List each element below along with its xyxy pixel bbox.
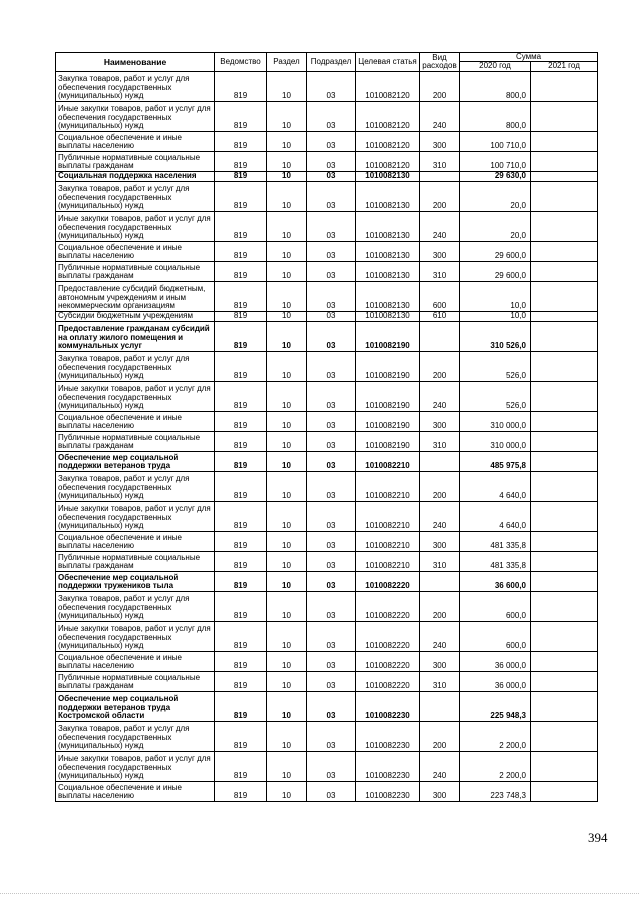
cell-section: 10 <box>267 211 307 241</box>
table-header <box>56 53 598 72</box>
cell-2020: 4 640,0 <box>460 471 531 501</box>
cell-2020: 600,0 <box>460 591 531 621</box>
cell-2021 <box>531 551 598 571</box>
cell-subsection: 03 <box>307 71 356 101</box>
cell-target: 1010082130 <box>356 261 420 281</box>
cell-2021 <box>531 181 598 211</box>
cell-2021 <box>531 621 598 651</box>
budget-table <box>55 52 598 802</box>
cell-target: 1010082210 <box>356 501 420 531</box>
table-row <box>56 531 598 551</box>
cell-subsection: 03 <box>307 501 356 531</box>
cell-2020: 526,0 <box>460 381 531 411</box>
cell-name: Публичные нормативные социальные выплаты гражданам <box>56 151 215 171</box>
cell-section: 10 <box>267 281 307 311</box>
cell-name: Социальное обеспечение и иные выплаты населению <box>56 131 215 151</box>
cell-target: 1010082230 <box>356 691 420 721</box>
cell-name: Социальное обеспечение и иные выплаты населению <box>56 241 215 261</box>
cell-section: 10 <box>267 651 307 671</box>
cell-name: Предоставление субсидий бюджетным, автономным учреждениям и иным некоммерческим организациям <box>56 281 215 311</box>
cell-kind: 300 <box>420 531 460 551</box>
cell-dept: 819 <box>215 781 267 801</box>
cell-subsection: 03 <box>307 171 356 181</box>
cell-dept: 819 <box>215 431 267 451</box>
table-row <box>56 411 598 431</box>
cell-dept: 819 <box>215 351 267 381</box>
cell-dept: 819 <box>215 721 267 751</box>
cell-2020: 800,0 <box>460 71 531 101</box>
table-row <box>56 131 598 151</box>
cell-section: 10 <box>267 261 307 281</box>
cell-dept: 819 <box>215 571 267 591</box>
cell-2020: 4 640,0 <box>460 501 531 531</box>
cell-target: 1010082130 <box>356 281 420 311</box>
cell-subsection: 03 <box>307 411 356 431</box>
cell-name: Публичные нормативные социальные выплаты гражданам <box>56 261 215 281</box>
table-row <box>56 181 598 211</box>
cell-2021 <box>531 591 598 621</box>
cell-kind: 240 <box>420 101 460 131</box>
cell-section: 10 <box>267 781 307 801</box>
cell-2020: 2 200,0 <box>460 751 531 781</box>
cell-kind: 240 <box>420 381 460 411</box>
budget-document <box>55 52 597 802</box>
cell-kind: 200 <box>420 471 460 501</box>
cell-subsection: 03 <box>307 721 356 751</box>
cell-dept: 819 <box>215 311 267 321</box>
cell-target: 1010082130 <box>356 181 420 211</box>
cell-dept: 819 <box>215 261 267 281</box>
cell-target: 1010082210 <box>356 451 420 471</box>
cell-dept: 819 <box>215 151 267 171</box>
cell-name: Обеспечение мер социальной поддержки ветеранов труда Костромской области <box>56 691 215 721</box>
cell-kind: 600 <box>420 281 460 311</box>
cell-name: Иные закупки товаров, работ и услуг для обеспечения государственных (муниципальных) нужд <box>56 101 215 131</box>
cell-2020: 29 600,0 <box>460 241 531 261</box>
cell-name: Иные закупки товаров, работ и услуг для обеспечения государственных (муниципальных) нужд <box>56 381 215 411</box>
cell-2021 <box>531 131 598 151</box>
cell-subsection: 03 <box>307 751 356 781</box>
cell-2021 <box>531 501 598 531</box>
cell-name: Иные закупки товаров, работ и услуг для обеспечения государственных (муниципальных) нужд <box>56 751 215 781</box>
cell-subsection: 03 <box>307 471 356 501</box>
cell-section: 10 <box>267 531 307 551</box>
cell-2021 <box>531 71 598 101</box>
cell-2020: 36 600,0 <box>460 571 531 591</box>
table-row <box>56 321 598 351</box>
cell-subsection: 03 <box>307 181 356 211</box>
cell-section: 10 <box>267 351 307 381</box>
cell-section: 10 <box>267 671 307 691</box>
cell-2021 <box>531 261 598 281</box>
cell-name: Закупка товаров, работ и услуг для обеспечения государственных (муниципальных) нужд <box>56 71 215 101</box>
cell-name: Социальное обеспечение и иные выплаты населению <box>56 531 215 551</box>
cell-subsection: 03 <box>307 281 356 311</box>
cell-subsection: 03 <box>307 131 356 151</box>
cell-dept: 819 <box>215 411 267 431</box>
cell-2021 <box>531 471 598 501</box>
cell-section: 10 <box>267 321 307 351</box>
cell-name: Закупка товаров, работ и услуг для обеспечения государственных (муниципальных) нужд <box>56 181 215 211</box>
cell-subsection: 03 <box>307 571 356 591</box>
cell-subsection: 03 <box>307 691 356 721</box>
cell-section: 10 <box>267 181 307 211</box>
cell-2020: 310 000,0 <box>460 411 531 431</box>
cell-kind: 310 <box>420 431 460 451</box>
cell-kind: 300 <box>420 651 460 671</box>
cell-subsection: 03 <box>307 211 356 241</box>
table-row <box>56 171 598 181</box>
cell-kind: 300 <box>420 411 460 431</box>
table-row <box>56 551 598 571</box>
cell-dept: 819 <box>215 71 267 101</box>
cell-kind: 200 <box>420 721 460 751</box>
cell-target: 1010082120 <box>356 131 420 151</box>
cell-dept: 819 <box>215 501 267 531</box>
header-kind: Вид расходов <box>420 53 460 72</box>
cell-name: Публичные нормативные социальные выплаты гражданам <box>56 671 215 691</box>
table-row <box>56 721 598 751</box>
cell-dept: 819 <box>215 321 267 351</box>
cell-name: Социальное обеспечение и иные выплаты населению <box>56 411 215 431</box>
table-row <box>56 671 598 691</box>
cell-subsection: 03 <box>307 101 356 131</box>
cell-name: Иные закупки товаров, работ и услуг для обеспечения государственных (муниципальных) нужд <box>56 621 215 651</box>
cell-name: Иные закупки товаров, работ и услуг для обеспечения государственных (муниципальных) нужд <box>56 501 215 531</box>
cell-dept: 819 <box>215 671 267 691</box>
cell-subsection: 03 <box>307 351 356 381</box>
table-row <box>56 621 598 651</box>
cell-2020: 2 200,0 <box>460 721 531 751</box>
cell-kind <box>420 571 460 591</box>
cell-subsection: 03 <box>307 381 356 411</box>
cell-2021 <box>531 101 598 131</box>
cell-2020: 10,0 <box>460 281 531 311</box>
cell-2020: 223 748,3 <box>460 781 531 801</box>
table-row <box>56 101 598 131</box>
table-row <box>56 351 598 381</box>
cell-kind <box>420 691 460 721</box>
table-row <box>56 281 598 311</box>
cell-section: 10 <box>267 501 307 531</box>
cell-section: 10 <box>267 71 307 101</box>
cell-2021 <box>531 781 598 801</box>
cell-section: 10 <box>267 431 307 451</box>
cell-name: Субсидии бюджетным учреждениям <box>56 311 215 321</box>
cell-target: 1010082120 <box>356 101 420 131</box>
cell-section: 10 <box>267 591 307 621</box>
cell-target: 1010082190 <box>356 381 420 411</box>
cell-2020: 481 335,8 <box>460 531 531 551</box>
cell-kind: 240 <box>420 211 460 241</box>
cell-subsection: 03 <box>307 431 356 451</box>
cell-2021 <box>531 691 598 721</box>
cell-name: Закупка товаров, работ и услуг для обеспечения государственных (муниципальных) нужд <box>56 351 215 381</box>
cell-kind <box>420 451 460 471</box>
cell-dept: 819 <box>215 211 267 241</box>
table-row <box>56 691 598 721</box>
cell-2021 <box>531 311 598 321</box>
cell-subsection: 03 <box>307 151 356 171</box>
cell-subsection: 03 <box>307 241 356 261</box>
cell-dept: 819 <box>215 381 267 411</box>
cell-2020: 36 000,0 <box>460 671 531 691</box>
header-sum: Сумма <box>460 53 598 62</box>
cell-2020: 29 630,0 <box>460 171 531 181</box>
cell-section: 10 <box>267 101 307 131</box>
cell-subsection: 03 <box>307 261 356 281</box>
cell-2021 <box>531 281 598 311</box>
cell-target: 1010082210 <box>356 471 420 501</box>
cell-2020: 225 948,3 <box>460 691 531 721</box>
cell-dept: 819 <box>215 281 267 311</box>
cell-section: 10 <box>267 751 307 781</box>
cell-subsection: 03 <box>307 311 356 321</box>
cell-target: 1010082230 <box>356 751 420 781</box>
cell-section: 10 <box>267 551 307 571</box>
cell-subsection: 03 <box>307 531 356 551</box>
table-body <box>56 71 598 801</box>
cell-name: Предоставление гражданам субсидий на оплату жилого помещения и коммунальных услуг <box>56 321 215 351</box>
cell-dept: 819 <box>215 591 267 621</box>
header-target: Целевая статья <box>356 53 420 72</box>
table-row <box>56 651 598 671</box>
cell-section: 10 <box>267 721 307 751</box>
cell-2021 <box>531 451 598 471</box>
cell-section: 10 <box>267 241 307 261</box>
cell-dept: 819 <box>215 651 267 671</box>
cell-subsection: 03 <box>307 451 356 471</box>
cell-kind: 310 <box>420 151 460 171</box>
header-year-2020: 2020 год <box>460 62 531 71</box>
page-number: 394 <box>588 830 608 845</box>
cell-target: 1010082190 <box>356 431 420 451</box>
cell-2020: 526,0 <box>460 351 531 381</box>
cell-2020: 310 526,0 <box>460 321 531 351</box>
cell-2020: 29 600,0 <box>460 261 531 281</box>
cell-target: 1010082130 <box>356 241 420 261</box>
cell-section: 10 <box>267 571 307 591</box>
cell-name: Публичные нормативные социальные выплаты гражданам <box>56 431 215 451</box>
cell-name: Обеспечение мер социальной поддержки ветеранов труда <box>56 451 215 471</box>
table-row <box>56 571 598 591</box>
cell-target: 1010082220 <box>356 591 420 621</box>
cell-target: 1010082130 <box>356 311 420 321</box>
cell-2020: 310 000,0 <box>460 431 531 451</box>
cell-dept: 819 <box>215 551 267 571</box>
table-row <box>56 431 598 451</box>
cell-target: 1010082190 <box>356 411 420 431</box>
cell-section: 10 <box>267 311 307 321</box>
cell-name: Социальное обеспечение и иные выплаты населению <box>56 781 215 801</box>
cell-dept: 819 <box>215 451 267 471</box>
cell-target: 1010082220 <box>356 671 420 691</box>
cell-dept: 819 <box>215 531 267 551</box>
table-row <box>56 311 598 321</box>
header-year-2021: 2021 год <box>531 62 598 71</box>
cell-kind: 200 <box>420 351 460 381</box>
cell-target: 1010082210 <box>356 551 420 571</box>
cell-2021 <box>531 171 598 181</box>
cell-kind: 310 <box>420 671 460 691</box>
cell-kind <box>420 321 460 351</box>
cell-target: 1010082230 <box>356 781 420 801</box>
cell-subsection: 03 <box>307 321 356 351</box>
cell-2021 <box>531 751 598 781</box>
table-row <box>56 151 598 171</box>
table-row <box>56 211 598 241</box>
header-dept: Ведомство <box>215 53 267 72</box>
cell-section: 10 <box>267 451 307 471</box>
cell-kind: 240 <box>420 621 460 651</box>
cell-target: 1010082220 <box>356 621 420 651</box>
cell-target: 1010082190 <box>356 351 420 381</box>
cell-section: 10 <box>267 171 307 181</box>
cell-2021 <box>531 211 598 241</box>
cell-kind: 300 <box>420 131 460 151</box>
cell-dept: 819 <box>215 621 267 651</box>
cell-target: 1010082210 <box>356 531 420 551</box>
cell-2020: 485 975,8 <box>460 451 531 471</box>
cell-dept: 819 <box>215 101 267 131</box>
cell-target: 1010082130 <box>356 171 420 181</box>
cell-section: 10 <box>267 471 307 501</box>
table-row <box>56 241 598 261</box>
cell-2020: 600,0 <box>460 621 531 651</box>
cell-subsection: 03 <box>307 781 356 801</box>
cell-kind: 300 <box>420 781 460 801</box>
cell-dept: 819 <box>215 691 267 721</box>
cell-section: 10 <box>267 691 307 721</box>
scan-edge <box>0 893 639 896</box>
cell-name: Обеспечение мер социальной поддержки тружеников тыла <box>56 571 215 591</box>
cell-2021 <box>531 571 598 591</box>
cell-2021 <box>531 321 598 351</box>
cell-dept: 819 <box>215 471 267 501</box>
cell-2021 <box>531 651 598 671</box>
table-row <box>56 781 598 801</box>
cell-2021 <box>531 381 598 411</box>
cell-section: 10 <box>267 151 307 171</box>
table-row <box>56 471 598 501</box>
cell-kind: 240 <box>420 501 460 531</box>
cell-2021 <box>531 531 598 551</box>
cell-name: Социальное обеспечение и иные выплаты населению <box>56 651 215 671</box>
cell-kind: 300 <box>420 241 460 261</box>
cell-target: 1010082220 <box>356 571 420 591</box>
cell-2021 <box>531 431 598 451</box>
cell-name: Публичные нормативные социальные выплаты гражданам <box>56 551 215 571</box>
cell-subsection: 03 <box>307 651 356 671</box>
cell-target: 1010082120 <box>356 71 420 101</box>
cell-name: Иные закупки товаров, работ и услуг для обеспечения государственных (муниципальных) нужд <box>56 211 215 241</box>
cell-subsection: 03 <box>307 591 356 621</box>
cell-kind: 240 <box>420 751 460 781</box>
cell-dept: 819 <box>215 241 267 261</box>
cell-dept: 819 <box>215 131 267 151</box>
cell-2021 <box>531 241 598 261</box>
cell-2021 <box>531 721 598 751</box>
table-row <box>56 751 598 781</box>
cell-name: Социальная поддержка населения <box>56 171 215 181</box>
cell-section: 10 <box>267 411 307 431</box>
cell-section: 10 <box>267 381 307 411</box>
header-name: Наименование <box>56 53 215 72</box>
cell-name: Закупка товаров, работ и услуг для обеспечения государственных (муниципальных) нужд <box>56 471 215 501</box>
cell-2020: 10,0 <box>460 311 531 321</box>
cell-kind: 200 <box>420 181 460 211</box>
cell-target: 1010082190 <box>356 321 420 351</box>
cell-2021 <box>531 151 598 171</box>
cell-dept: 819 <box>215 171 267 181</box>
cell-2021 <box>531 411 598 431</box>
cell-kind: 310 <box>420 261 460 281</box>
table-row <box>56 381 598 411</box>
cell-dept: 819 <box>215 181 267 211</box>
cell-kind: 310 <box>420 551 460 571</box>
header-section: Раздел <box>267 53 307 72</box>
cell-section: 10 <box>267 131 307 151</box>
cell-2020: 20,0 <box>460 181 531 211</box>
cell-name: Закупка товаров, работ и услуг для обеспечения государственных (муниципальных) нужд <box>56 721 215 751</box>
table-row <box>56 261 598 281</box>
cell-kind: 610 <box>420 311 460 321</box>
cell-subsection: 03 <box>307 621 356 651</box>
table-row <box>56 501 598 531</box>
cell-name: Закупка товаров, работ и услуг для обеспечения государственных (муниципальных) нужд <box>56 591 215 621</box>
cell-subsection: 03 <box>307 551 356 571</box>
cell-2020: 36 000,0 <box>460 651 531 671</box>
cell-target: 1010082130 <box>356 211 420 241</box>
table-row <box>56 591 598 621</box>
cell-kind: 200 <box>420 71 460 101</box>
cell-2021 <box>531 671 598 691</box>
cell-kind: 200 <box>420 591 460 621</box>
cell-target: 1010082230 <box>356 721 420 751</box>
table-row <box>56 71 598 101</box>
cell-2020: 100 710,0 <box>460 131 531 151</box>
header-subsection: Подраздел <box>307 53 356 72</box>
cell-kind <box>420 171 460 181</box>
table-row <box>56 451 598 471</box>
cell-2020: 100 710,0 <box>460 151 531 171</box>
cell-2021 <box>531 351 598 381</box>
cell-2020: 20,0 <box>460 211 531 241</box>
cell-target: 1010082120 <box>356 151 420 171</box>
cell-subsection: 03 <box>307 671 356 691</box>
cell-section: 10 <box>267 621 307 651</box>
cell-dept: 819 <box>215 751 267 781</box>
cell-2020: 800,0 <box>460 101 531 131</box>
cell-target: 1010082220 <box>356 651 420 671</box>
cell-2020: 481 335,8 <box>460 551 531 571</box>
